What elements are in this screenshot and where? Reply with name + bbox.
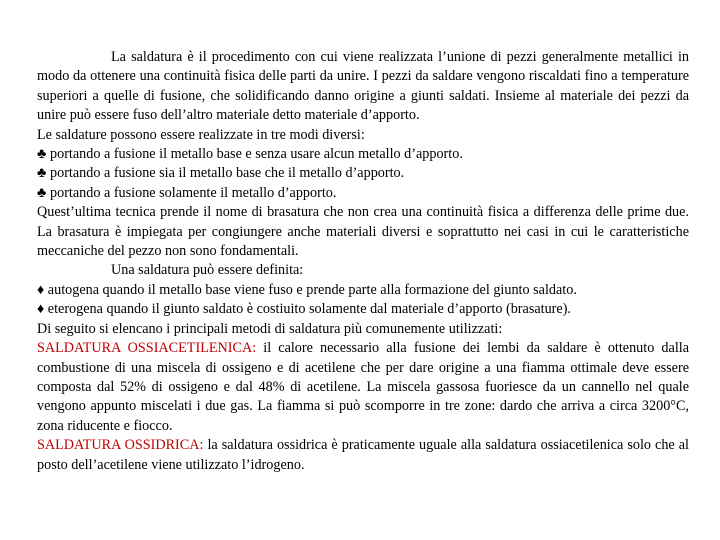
definition-intro: Una saldatura può essere definita: [111,262,304,279]
diamond-item-text: eterogena quando il giunto saldato è costiuito solamente dal materiale d’apporto (brasature). [47,301,571,318]
club-item-text: portando a fusione solamente il metallo d’apporto. [50,184,337,201]
club-item [37,145,689,164]
diamond-bullet-icon: ♦ [37,301,45,318]
diamond-item [37,281,689,300]
club-bullet-icon: ♣ [37,184,47,201]
oxyacetylene-heading: SALDATURA OSSIACETILENICA: [37,340,257,357]
oxyhydrogen-heading: SALDATURA OSSIDRICA: [37,437,204,454]
brasatura-paragraph: Quest’ultima tecnica prende il nome di brasatura che non crea una continuità fisica a differenza delle prime due. La brasatura è impiegata per congiungere anche materiali diversi e soprattutto nei casi in cui le caratteristiche meccaniche del pezzo non sono fondamentali. [37,204,689,260]
methods-intro: Le saldature possono essere realizzate in tre modi diversi: [37,126,365,143]
club-bullet-icon: ♣ [37,146,47,163]
oxyacetylene-body: il calore necessario alla fusione dei lembi da saldare è ottenuto dalla combustione di una miscela di ossigeno e di acetilene che per dare origine a una fiamma ottimale deve essere composta dal 52% di ossigeno e dal 48% di acetilene. La miscela gassosa fuoriesce da un cannello nel quale vengono appunto miscelati i due gas. La fiamma si può scomporre in tre zone: dardo che arriva a circa 3200°C, zona riducente e fiocco. [37,340,690,434]
oxyhydrogen-paragraph [37,436,689,475]
oxyhydrogen-body: la saldatura ossidrica è praticamente uguale alla saldatura ossiacetilenica solo che al posto dell’acetilene viene utilizzato l’idrogeno. [37,437,689,473]
diamond-item [37,300,689,319]
club-item [37,184,689,203]
diamond-item-text: autogena quando il metallo base viene fuso e prende parte alla formazione del giunto saldato. [47,281,577,298]
methods-list-intro: Di seguito si elencano i principali metodi di saldatura più comunemente utilizzati: [37,320,503,337]
document-body [37,48,689,475]
diamond-bullet-icon: ♦ [37,281,45,298]
club-item-text: portando a fusione il metallo base e senza usare alcun metallo d’apporto. [50,146,463,163]
oxyacetylene-paragraph [37,339,689,436]
intro-paragraph: La saldatura è il procedimento con cui viene realizzata l’unione di pezzi generalmente metallici in modo da ottenere una continuità fisica delle parti da unire. I pezzi da saldare vengono riscaldati fino a temperature superiori a quelle di fusione, che solidificando danno origine a giunti saldati. Insieme al materiale dei pezzi da unire può essere fuso dell’altro materiale detto materiale d’apporto. [37,49,689,124]
club-bullet-icon: ♣ [37,165,47,182]
club-item-text: portando a fusione sia il metallo base che il metallo d’apporto. [50,165,405,182]
club-item [37,164,689,183]
